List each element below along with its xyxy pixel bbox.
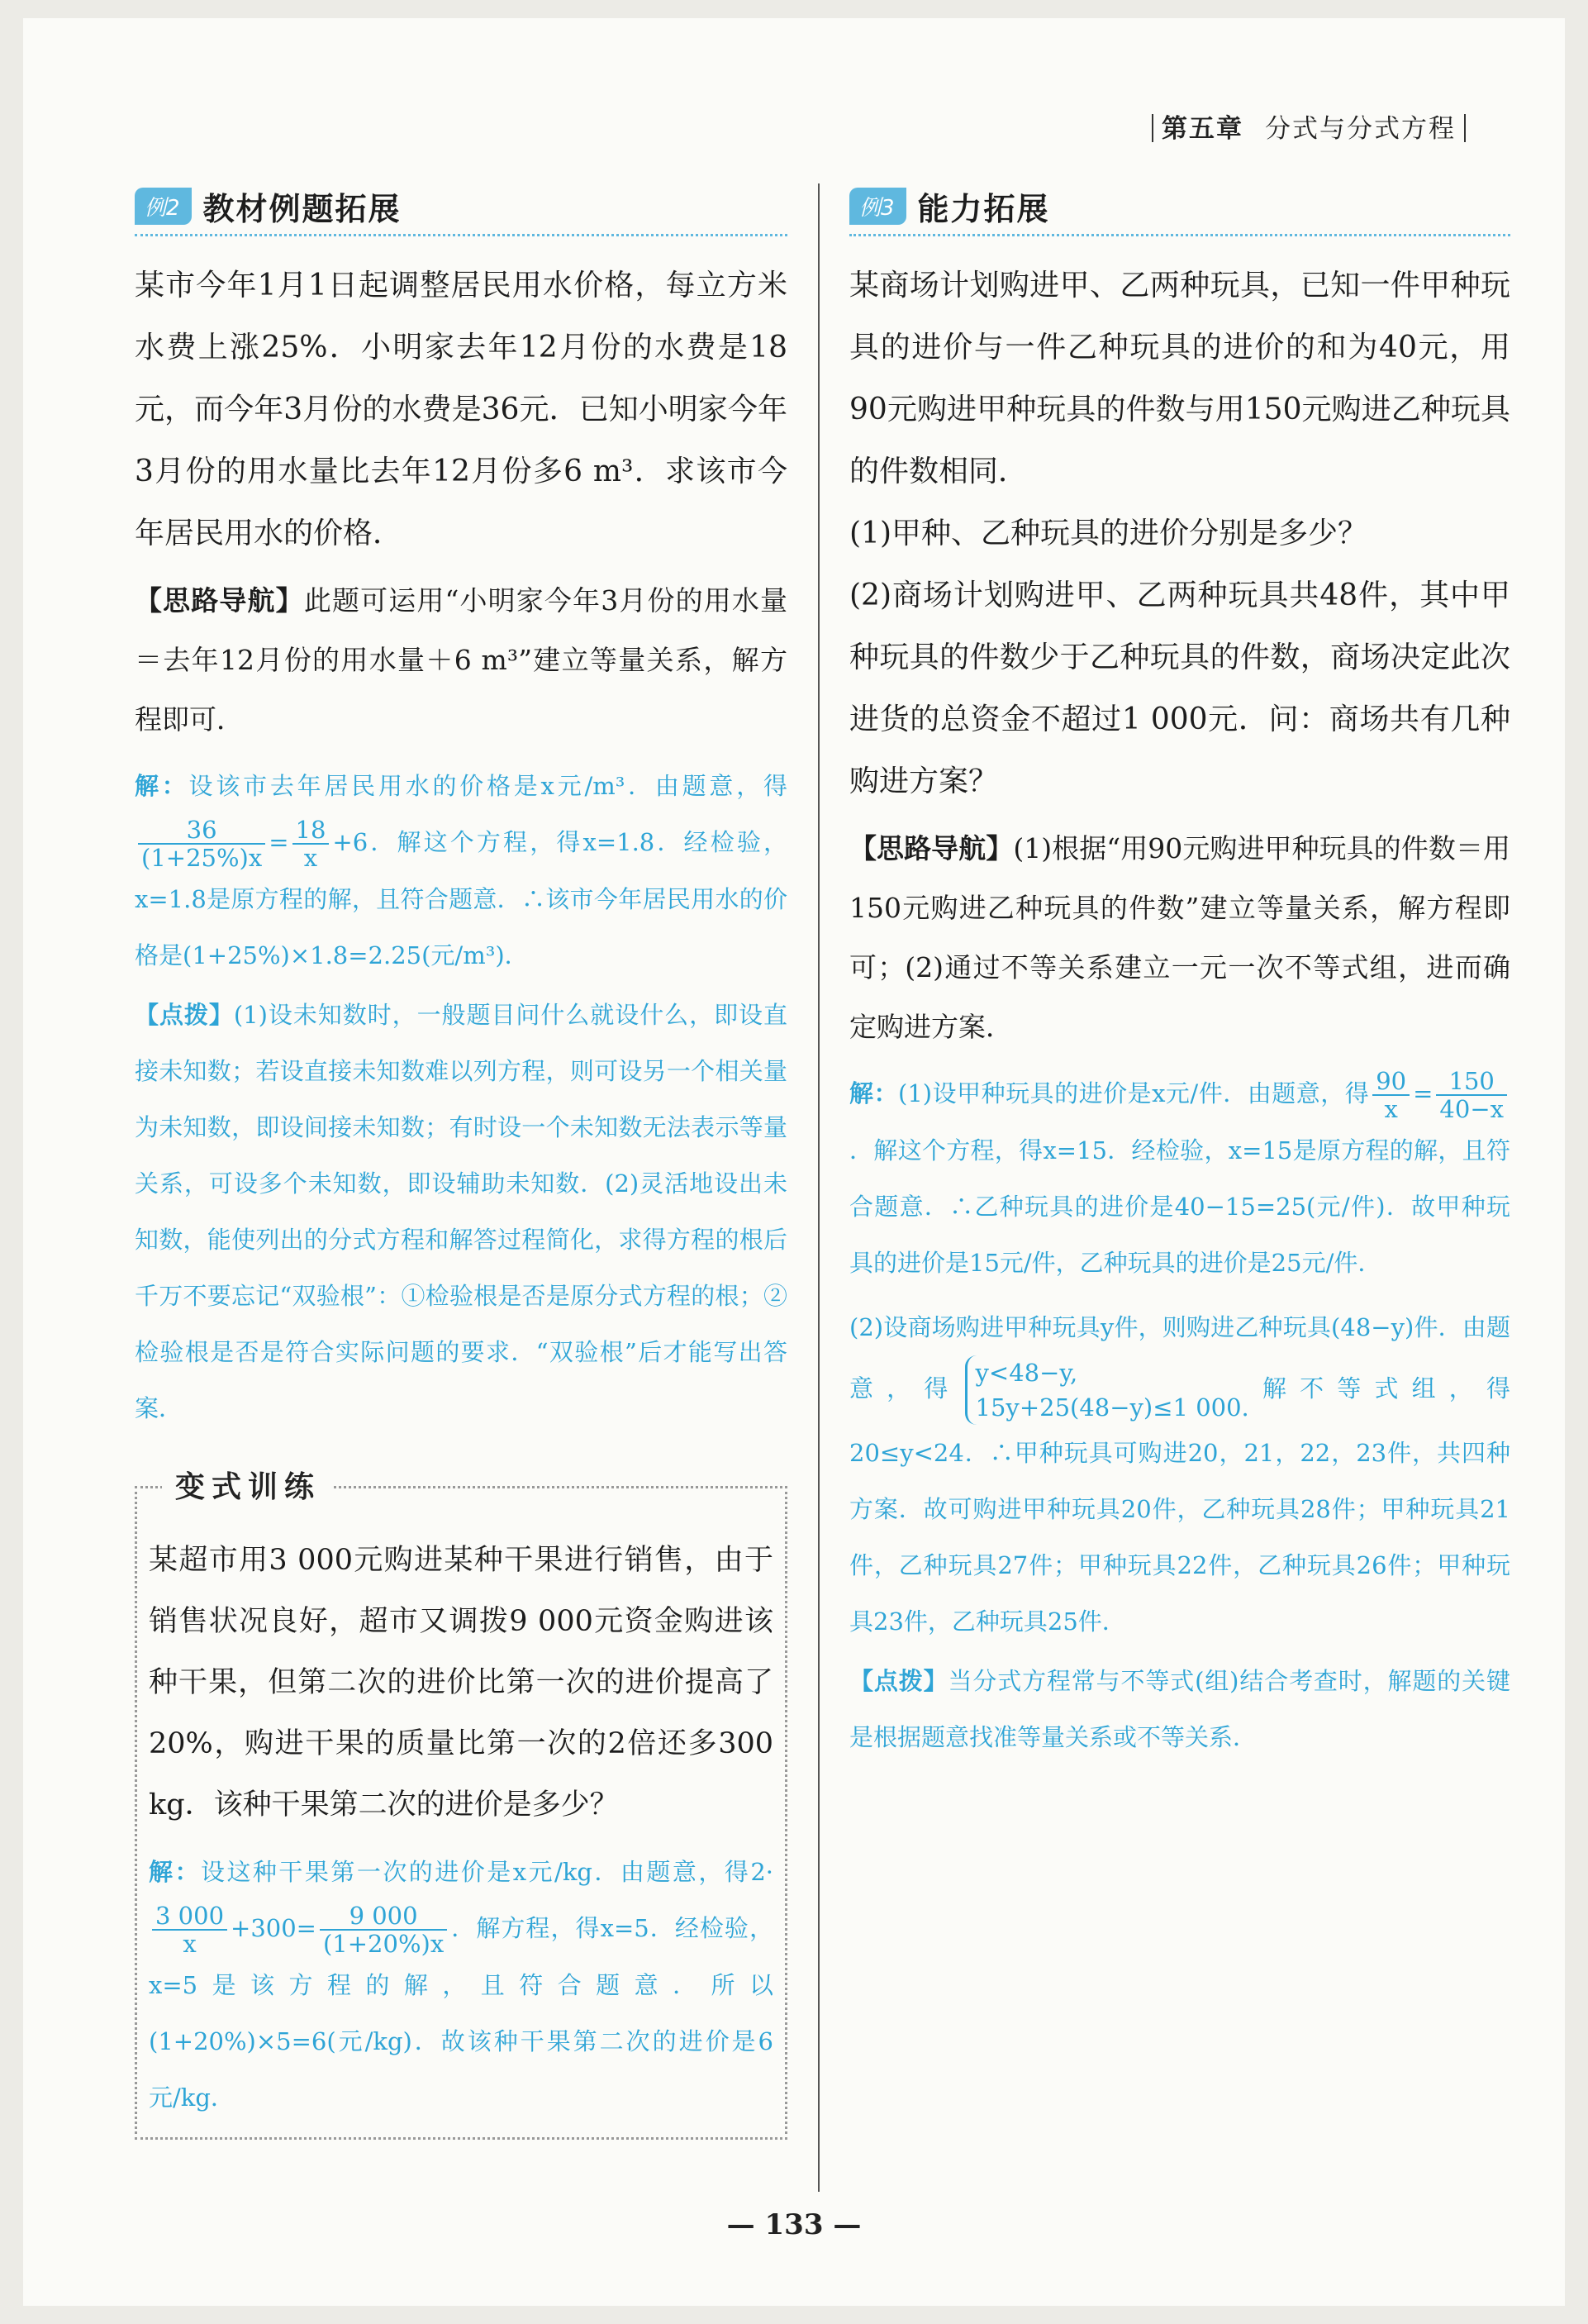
example-2-solution [135,758,787,983]
example-3-solution-part-2 [849,1299,1510,1650]
left-column [135,183,787,2140]
chapter-title: 分式与分式方程 [1265,114,1456,144]
solution-text-1: 设这种干果第一次的进价是x元/kg．由题意，得2· [200,1858,773,1886]
header-bar-right [1464,114,1466,142]
solution-text-2: ．解方程，得x=5．经检验，x=5是该方程的解，且符合题意．所以(1+20%)×5=6(元/kg)．故该种干果第二次的进价是6元/kg． [149,1914,773,2112]
solution-label: 解： [849,1079,898,1107]
tip-text: (1)设未知数时，一般题目问什么就设什么，即设直接未知数；若设直接未知数难以列方程，则可设另一个相关量为未知数，即设间接未知数；有时设一个未知数无法表示等量关系，可设多个未知数，即设辅助未知数．(2)灵活地设出未知数，能使列出的分式方程和解答过程简化，求得方程的根后千万不要忘记“双验根”：①检验根是否是原分式方程的根；②检验根是否是符合实际问题的要求．“双验根”后才能写出答案． [135,1001,787,1422]
solution-text-4: 解不等式组，得20≤y<24．∴甲种玩具可购进20，21，22，23件，共四种方案．故可购进甲种玩具20件，乙种玩具28件；甲种玩具21件，乙种玩具27件；甲种玩具22件，乙种玩具26件；甲种玩具23件，乙种玩具25件． [849,1374,1510,1636]
numerator: 3 000 [152,1903,227,1931]
header-bar-left [1152,114,1153,142]
solution-text-2: +6．解这个方程，得x=1.8．经检验，x=1.8是原方程的解，且符合题意．∴该市今年居民用水的价格是(1+25%)×1.8=2.25(元/m³)． [135,828,787,969]
training-problem: 某超市用3 000元购进某种干果进行销售，由于销售状况良好，超市又调拨9 000元资金购进该种干果，但第二次的进价比第一次的进价提高了20%，购进干果的质量比第一次的2倍还多300 kg．该种干果第二次的进价是多少？ [149,1544,773,1822]
equals-sign: = [1413,1079,1433,1107]
fraction [138,817,265,871]
tip-label: 【点拨】 [135,1001,234,1029]
solution-text-1: (1)设甲种玩具的进价是x元/件．由题意，得 [898,1079,1370,1107]
example-2-title: 教材例题拓展 [202,191,402,227]
solution-text-3: (2)设商场购进甲种玩具y件，则购进乙种玩具(48−y)件．由题意，得 [849,1313,1510,1402]
numerator: 150 [1436,1068,1507,1096]
denominator: x [303,844,318,872]
equals-sign: = [269,828,289,856]
denominator: (1+25%)x [141,844,263,872]
solution-text-1: 设该市去年居民用水的价格是x元/m³．由题意，得 [188,772,787,800]
example-2-tip [135,987,787,1436]
tip-text: 当分式方程常与不等式(组)结合考查时，解题的关键是根据题意找准等量关系或不等关系． [849,1667,1510,1751]
training-solution [149,1844,773,2126]
example-2-problem: 某市今年1月1日起调整居民用水价格，每立方米水费上涨25%．小明家去年12月份的水费是18元，而今年3月份的水费是36元．已知小明家今年3月份的用水量比去年12月份多6 m³．求该市今年居民用水的价格． [135,269,787,550]
denominator: 40−x [1439,1095,1504,1123]
tip-label: 【点拨】 [849,1667,949,1695]
right-column [849,183,1510,1765]
solution-text-2: ．解这个方程，得x=15．经检验，x=15是原方程的解，且符合题意．∴乙种玩具的进价是40−15=25(元/件)．故甲种玩具的进价是15元/件，乙种玩具的进价是25元/件． [849,1136,1510,1277]
example-3-tip [849,1653,1510,1765]
example-3-question-2: (2)商场计划购进甲、乙两种玩具共48件，其中甲种玩具的件数少于乙种玩具的件数，商场决定此次进货的总资金不超过1 000元．问：商场共有几种购进方案？ [849,579,1510,798]
numerator: 36 [138,817,265,845]
guide-text: (1)根据“用90元购进甲种玩具的件数＝用150元购进乙种玩具的件数”建立等量关系，解方程即可；(2)通过不等关系建立一元一次不等式组，进而确定购进方案． [849,832,1511,1043]
guide-label: 【思路导航】 [135,584,304,617]
fraction [1436,1068,1507,1122]
solution-label: 解： [149,1858,201,1886]
numerator: 90 [1372,1068,1410,1096]
example-2-guide [135,571,787,750]
equals-sign: +300= [231,1914,316,1942]
example-3-solution [849,1065,1510,1291]
variant-training-box [135,1470,787,2140]
denominator: x [1384,1095,1398,1123]
example-2-tag: 例2 [135,188,192,225]
page-number: — 133 — [726,2208,862,2241]
fraction [1372,1068,1410,1122]
example-3-guide [849,819,1510,1057]
guide-text: 此题可运用“小明家今年3月份的用水量＝去年12月份的用水量＋6 m³”建立等量关系，解方程即可． [135,584,788,736]
denominator: x [183,1930,197,1958]
fraction [152,1903,227,1957]
inequality-2: 15y+25(48−y)≤1 000. [975,1393,1249,1422]
example-3-tag: 例3 [849,188,906,225]
fraction [292,817,330,871]
inequality-1: y<48−y, [975,1359,1078,1387]
variant-training-title: 变式训练 [162,1464,334,1506]
page [23,18,1565,2306]
guide-label: 【思路导航】 [849,832,1014,864]
example-3-problem: 某商场计划购进甲、乙两种玩具，已知一件甲种玩具的进价与一件乙种玩具的进价的和为40元，用90元购进甲种玩具的件数与用150元购进乙种玩具的件数相同． [849,269,1510,488]
numerator: 9 000 [320,1903,447,1931]
example-3-heading [849,183,1510,236]
fraction [320,1903,447,1957]
chapter-label: 第五章 [1162,114,1243,144]
running-header [1143,107,1474,145]
numerator: 18 [292,817,330,845]
denominator: (1+20%)x [322,1930,445,1958]
example-3-title: 能力拓展 [917,191,1050,227]
inequality-system [965,1355,1249,1425]
example-3-question-1: (1)甲种、乙种玩具的进价分别是多少？ [849,517,1367,550]
column-divider [818,183,820,2192]
solution-label: 解： [135,772,189,800]
example-2-heading [135,183,787,236]
